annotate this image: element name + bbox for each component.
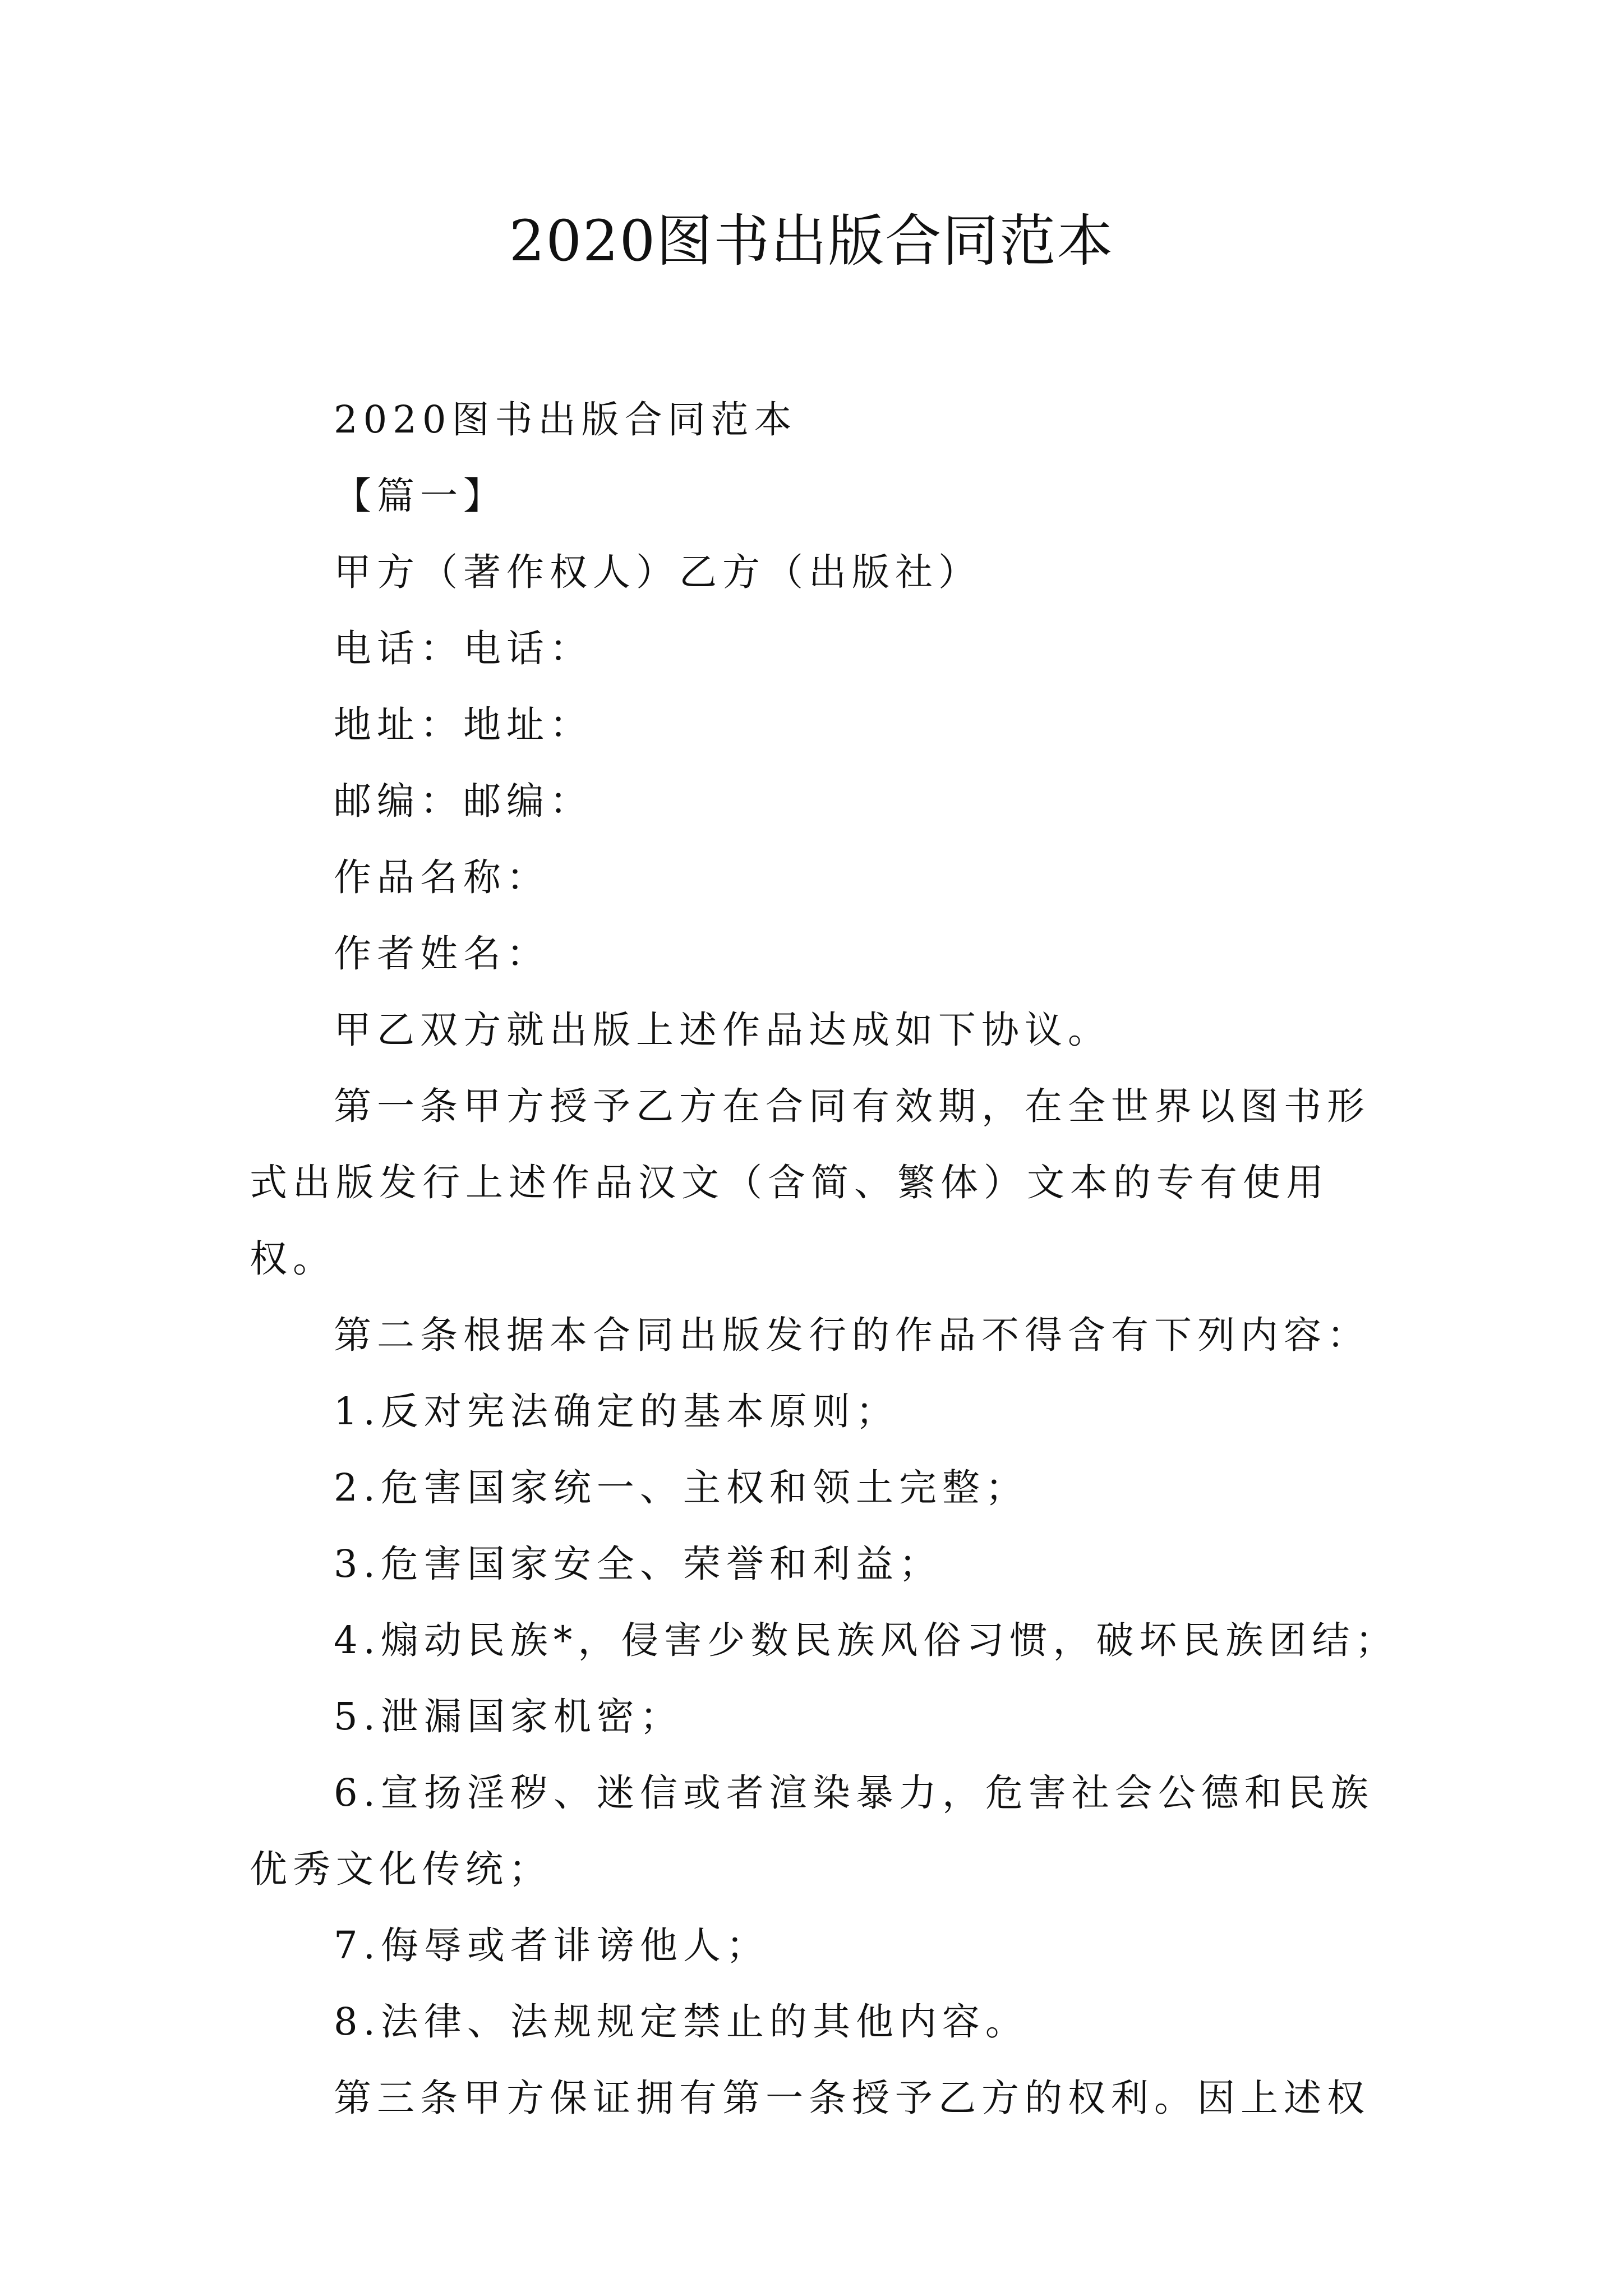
paragraph: 作者姓名：	[334, 932, 550, 976]
paragraph: 2.危害国家统一、主权和领土完整；	[334, 1466, 1029, 1510]
paragraph: 4.煽动民族*，侵害少数民族风俗习惯，破坏民族团结；	[334, 1618, 1399, 1662]
paragraph: 1.反对宪法确定的基本原则；	[334, 1389, 899, 1433]
paragraph: 作品名称：	[334, 855, 550, 899]
paragraph: 第一条甲方授予乙方在合同有效期，在全世界以图书形式出版发行上述作品汉文（含简、繁体）文本的专有使用权。	[250, 1084, 1370, 1281]
paragraph: 邮编：邮编：	[334, 779, 593, 823]
paragraph: 3.危害国家安全、荣誉和利益；	[334, 1542, 942, 1586]
paragraph: 第三条甲方保证拥有第一条授予乙方的权利。因上述权	[334, 2076, 1370, 2120]
paragraph: 甲方（著作权人）乙方（出版社）	[334, 550, 981, 594]
paragraph: 5.泄漏国家机密；	[334, 1695, 683, 1738]
paragraph: 2020图书出版合同范本	[334, 398, 797, 441]
paragraph: 8.法律、法规规定禁止的其他内容。	[334, 2000, 1029, 2044]
paragraph: 电话：电话：	[334, 627, 593, 670]
paragraph: 地址：地址：	[334, 703, 593, 747]
paragraph: 6.宣扬淫秽、迷信或者渲染暴力，危害社会公德和民族优秀文化传统；	[250, 1771, 1374, 1891]
paragraph: 甲乙双方就出版上述作品达成如下协议。	[334, 1008, 1111, 1052]
document-body	[250, 381, 1405, 2136]
document-title: 2020图书出版合同范本	[509, 208, 1114, 274]
paragraph: 7.侮辱或者诽谤他人；	[334, 1924, 769, 1967]
paragraph: 【篇一】	[334, 474, 506, 518]
paragraph: 第二条根据本合同出版发行的作品不得含有下列内容：	[334, 1313, 1370, 1357]
